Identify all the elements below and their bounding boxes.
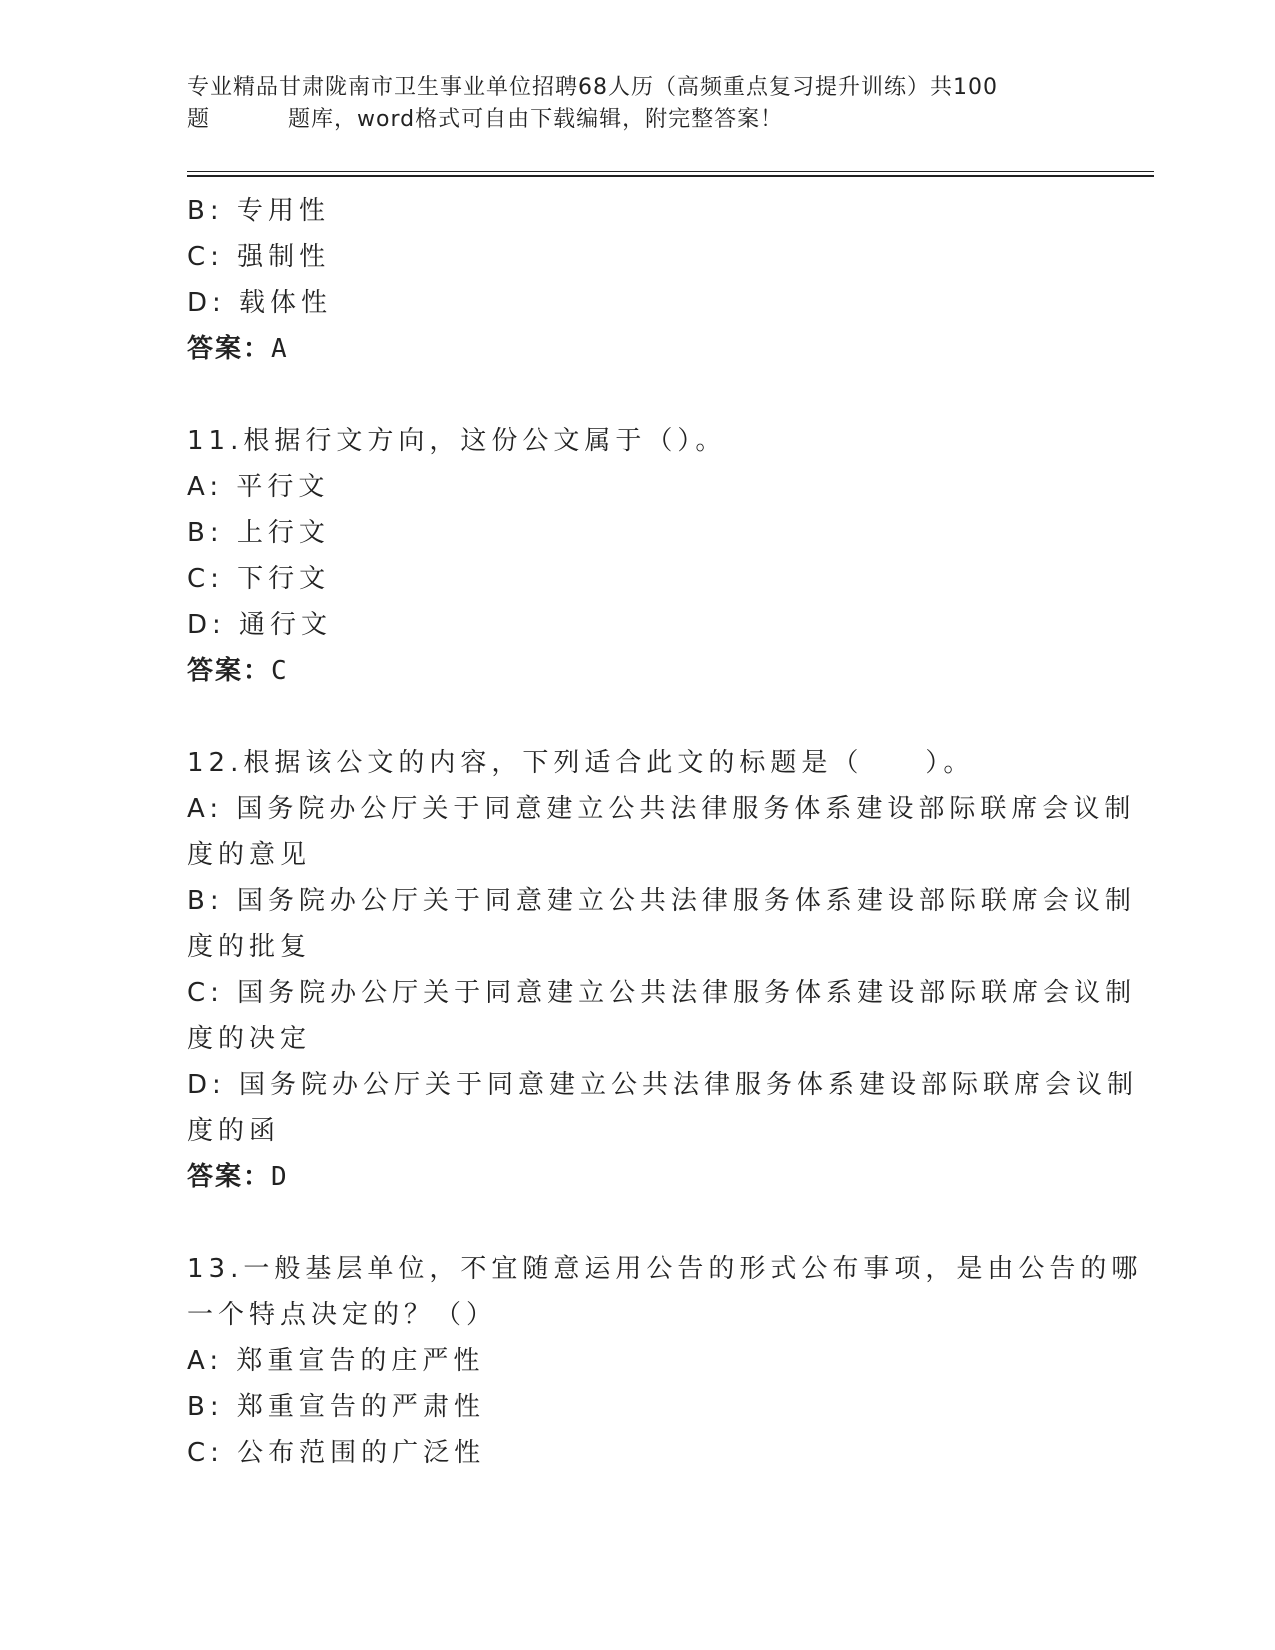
question-text: 11.根据行文方向，这份公文属于（）。 (187, 426, 727, 456)
page-header (187, 72, 1087, 136)
answer-line (187, 1154, 1067, 1200)
question-list (187, 188, 1143, 1476)
answer-label: 答案： (187, 334, 272, 364)
answer-line (187, 648, 1067, 694)
question-text: 12.根据该公文的内容，下列适合此文的标题是（ ）。 (187, 748, 975, 778)
header-title-fragment: 题 (187, 107, 211, 132)
question-text-line1: 13.一般基层单位，不宜随意运用公告的形式公布事项，是由公告的哪 (187, 1254, 1143, 1284)
option-b: B: 专用性 (187, 196, 330, 226)
question-11 (187, 418, 1067, 694)
header-divider-thin (187, 171, 1154, 172)
option-a: A: 郑重宣告的庄严性 (187, 1346, 485, 1376)
option-b: B: 郑重宣告的严肃性 (187, 1392, 485, 1422)
option-d: D: 通行文 (187, 610, 333, 640)
answer-value: A (271, 334, 287, 364)
answer-line (187, 326, 1067, 372)
option-a-line2: 度的意见 (187, 840, 312, 870)
option-c: C: 强制性 (187, 242, 331, 272)
option-a: A: 平行文 (187, 472, 330, 502)
header-divider-thick (187, 175, 1154, 177)
header-title-line1: 专业精品甘肃陇南市卫生事业单位招聘68人历（高频重点复习提升训练）共100 (187, 75, 998, 100)
question-13 (187, 1246, 1143, 1476)
option-a-line1: A: 国务院办公厅关于同意建立公共法律服务体系建设部际联席会议制 (187, 794, 1136, 824)
option-c-line2: 度的决定 (187, 1024, 312, 1054)
question-10-tail (187, 188, 1067, 372)
header-title-subtitle: 题库，word格式可自由下载编辑，附完整答案！ (288, 107, 784, 132)
option-c: C: 公布范围的广泛性 (187, 1438, 486, 1468)
option-c-line1: C: 国务院办公厅关于同意建立公共法律服务体系建设部际联席会议制 (187, 978, 1137, 1008)
question-12 (187, 740, 1139, 1200)
option-b-line2: 度的批复 (187, 932, 312, 962)
option-b-line1: B: 国务院办公厅关于同意建立公共法律服务体系建设部际联席会议制 (187, 886, 1136, 916)
answer-value: D (271, 1162, 287, 1192)
question-text-line2: 一个特点决定的？（） (187, 1300, 498, 1330)
answer-label: 答案： (187, 1162, 272, 1192)
header-title-line2 (187, 104, 1087, 136)
option-d-line2: 度的函 (187, 1116, 281, 1146)
option-b: B: 上行文 (187, 518, 330, 548)
answer-label: 答案： (187, 656, 272, 686)
option-d: D: 载体性 (187, 288, 333, 318)
answer-value: C (271, 656, 287, 686)
option-d-line1: D: 国务院办公厅关于同意建立公共法律服务体系建设部际联席会议制 (187, 1070, 1139, 1100)
option-c: C: 下行文 (187, 564, 331, 594)
